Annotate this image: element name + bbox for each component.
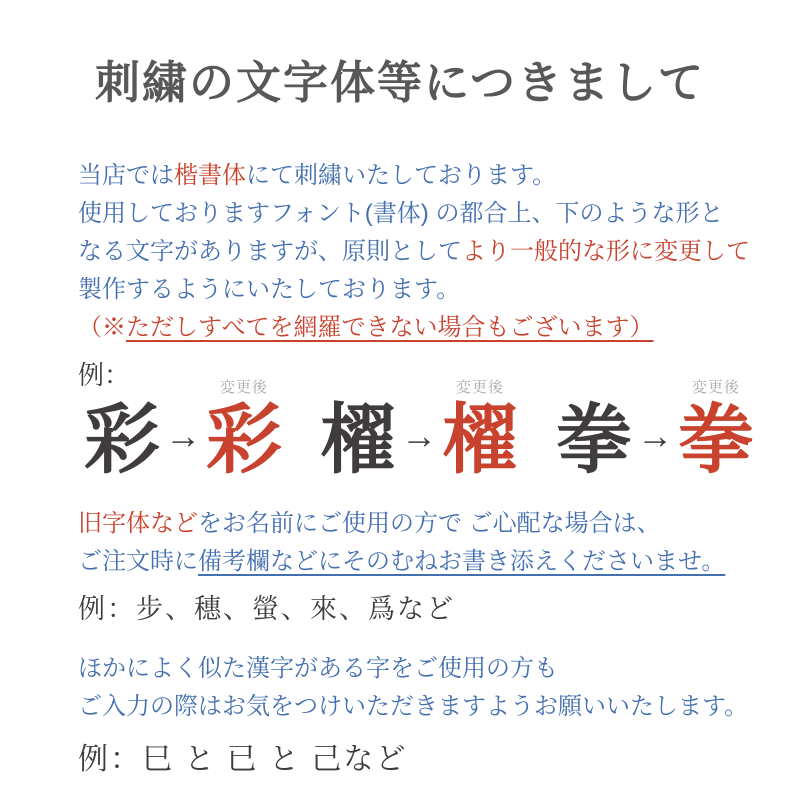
intro-line-3-lead: なる文字がありますが、原則として	[78, 238, 462, 265]
kanji-example-group-1	[84, 376, 282, 484]
kanji-example-row	[84, 376, 754, 484]
intro-line-4: 製作するようにいたしております。	[78, 276, 461, 303]
after-kanji-wrap-1	[206, 376, 282, 484]
change-after-label-2: 変更後	[455, 379, 504, 396]
before-kanji-3: 拳	[556, 395, 632, 484]
before-kanji-2: 櫂	[320, 395, 396, 484]
after-kanji-2: 櫂	[442, 395, 518, 484]
similar-kanji-section	[78, 650, 752, 726]
after-kanji-wrap-2	[442, 376, 518, 484]
change-after-label-3: 変更後	[691, 379, 740, 396]
remarks-field-underlined: 備考欄などにそのむねお書き添えくださいませ。	[198, 548, 726, 576]
kanji-example-group-3	[556, 376, 754, 484]
caveat-underlined: ただしすべてを網羅できない場合もございます）	[126, 314, 654, 341]
kanji-example-label: 例：	[78, 360, 131, 390]
after-kanji-3: 拳	[678, 395, 754, 484]
after-kanji-wrap-3	[678, 376, 754, 484]
intro-paragraph	[78, 157, 752, 347]
similar-kanji-line-2: ご入力の際はお気をつけいただきますようお願いいたします。	[78, 693, 749, 721]
old-forms-line-2-lead: ご注文時に	[78, 548, 198, 576]
intro-line-1	[78, 157, 752, 195]
intro-line-1-tail: にて刺繍いたしております。	[246, 162, 557, 189]
page-title: 刺繍の文字体等につきまして	[94, 57, 706, 108]
intro-line-3	[78, 233, 752, 271]
arrow-icon: →	[165, 415, 201, 457]
old-forms-section	[78, 505, 752, 581]
caveat-line	[78, 309, 752, 347]
old-forms-line-1-tail: をお名前にご使用の方で ご心配な場合は、	[198, 510, 661, 538]
old-forms-highlight: 旧字体など	[78, 510, 198, 538]
intro-line-2: 使用しておりますフォント(書体) の都合上、下のような形と	[78, 200, 724, 227]
after-kanji-1: 彩	[206, 395, 282, 484]
kaishotai-highlight: 楷書体	[174, 162, 246, 189]
change-after-label-1: 変更後	[219, 379, 268, 396]
old-forms-line-1	[78, 505, 752, 543]
change-policy-highlight: より一般的な形に変更して	[462, 238, 750, 265]
arrow-icon: →	[401, 415, 437, 457]
intro-line-1-lead: 当店では	[78, 162, 174, 189]
similar-kanji-line-1: ほかによく似た漢字がある字をご使用の方も	[78, 655, 558, 683]
old-forms-example: 例：步、穗、螢、來、爲など	[78, 594, 455, 625]
similar-kanji-example: 例：巳 と 已 と 己など	[78, 743, 408, 777]
before-kanji-1: 彩	[84, 395, 160, 484]
old-forms-line-2	[78, 543, 752, 581]
arrow-icon: →	[637, 415, 673, 457]
kanji-example-group-2	[320, 376, 518, 484]
caveat-prefix: （※	[78, 314, 126, 341]
